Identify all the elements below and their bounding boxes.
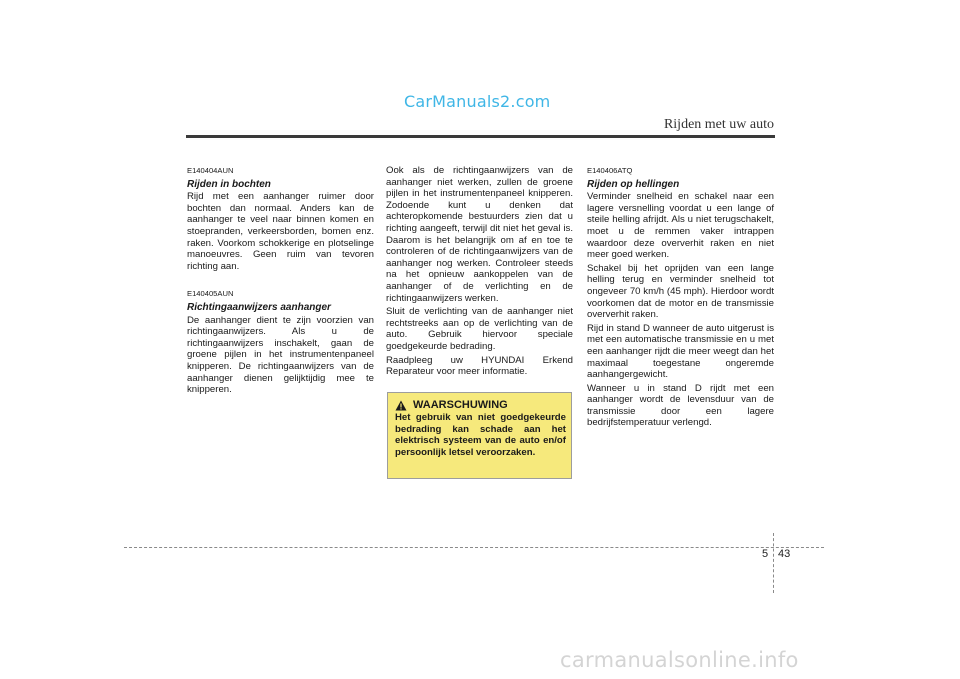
column-2 [386,165,573,380]
section-heading: Rijden in bochten [187,178,271,190]
warning-header [395,399,566,411]
paragraph: Schakel bij het oprijden van een lange helling terug en verminder snelheid tot ongeveer 70 km/h (45 mph). Hierdoor wordt voorkomen dat de motor en de transmissie oververhit raken. [587,262,774,321]
header-rule [186,135,775,138]
paragraph: Rijd in stand D wanneer de auto uitgerust is met een automatische transmissie en u met een aanhanger rijdt die meer weegt dan het maximaal toegestane ongeremde aanhangergewicht. [587,322,774,381]
warning-box [387,392,572,479]
section-code: E140406ATQ [587,166,633,175]
section-code: E140404AUN [187,166,234,175]
paragraph: Verminder snelheid en schakel naar een lagere versnelling voordat u een lange of steile helling afrijdt. Als u niet terugschakelt, moet u de remmen vaker intrappen waardoor deze oververhit raken en niet meer goed werken. [587,191,774,261]
paragraph: De aanhanger dient te zijn voorzien van richtingaanwijzers. Als u de richtingaanwijzers inschakelt, gaan de groene pijlen in het instrumentenpaneel knipperen. De richtingaanwijzers van de aanhanger dienen gelijktijdig mee te knipperen. [187,314,374,396]
paragraph: Wanneer u in stand D rijdt met een aanhanger wordt de levensduur van de transmissie door een lagere bedrijfstemperatuur verlengd. [587,382,774,429]
warning-triangle-icon [395,400,407,411]
watermark-bottom: carmanualsonline.info [560,648,799,672]
warning-text: Het gebruik van niet goedgekeurde bedrading kan schade aan het elektrisch systeem van de auto en/of persoonlijk letsel veroorzaken. [395,412,566,458]
page-divider [773,533,774,593]
section-heading: Rijden op hellingen [587,178,680,190]
column-1 [187,165,374,398]
section-heading: Richtingaanwijzers aanhanger [187,301,331,313]
paragraph: Ook als de richtingaanwijzers van de aanhanger niet werken, zullen de groene pijlen in het instrumentenpaneel knipperen. Zodoende kunt u denken dat achteropkomende bestuurders zien dat u richting aangeeft, terwijl dit niet het geval is. Daarom is het belangrijk om af en toe te controleren of de richtingaanwijzers van de aanhanger nog werken. Controleer steeds na het opnieuw aankoppelen van de aanhanger of de verlichting en de richtingaanwijzers werken. [386,165,573,304]
warning-title: WAARSCHUWING [413,399,508,411]
footer-rule [124,547,824,548]
paragraph: Sluit de verlichting van de aanhanger niet rechtstreeks aan op de verlichting van de auto. Gebruik hiervoor speciale goedgekeurde bedrading. [386,306,573,352]
page-number: 43 [778,548,791,560]
page-header-title: Rijden met uw auto [663,117,774,132]
chapter-number: 5 [762,548,769,560]
paragraph: Raadpleeg uw HYUNDAI Erkend Reparateur voor meer informatie. [386,354,573,378]
watermark-top: CarManuals2.com [404,92,551,111]
section-code: E140405AUN [187,289,234,299]
column-3 [587,165,774,431]
paragraph: Rijd met een aanhanger ruimer door bochten dan normaal. Anders kan de aanhanger te veel naar binnen komen en stoepranden, verkeersborden, bomen enz. raken. Voorkom schokkerige en plotselinge manoeuvres. Geen ruim van tevoren richting aan. [187,191,374,272]
